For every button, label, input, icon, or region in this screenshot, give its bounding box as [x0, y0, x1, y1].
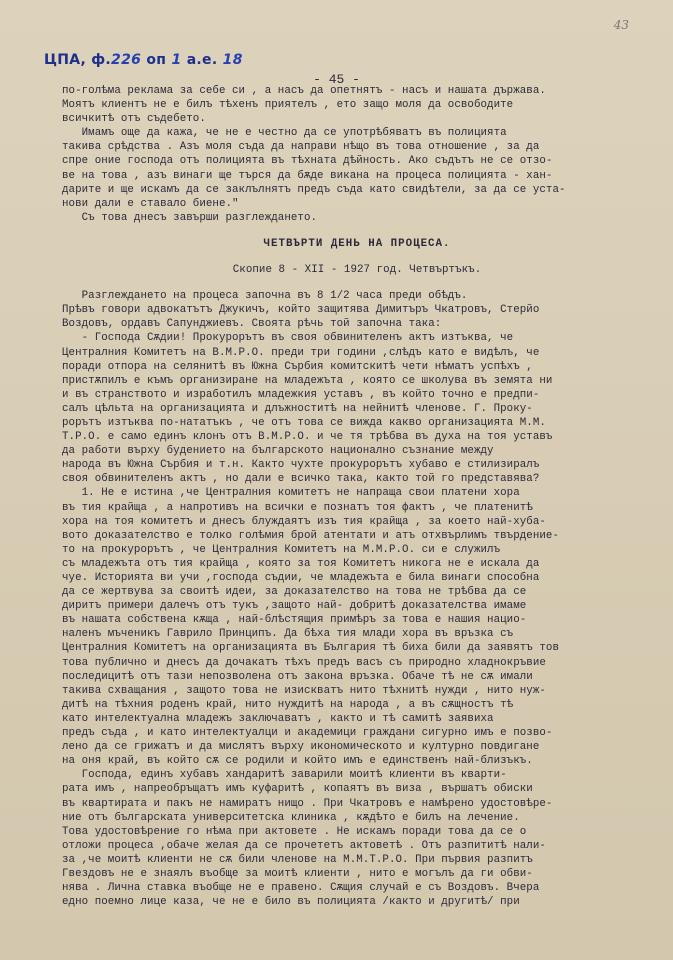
text-line: своя обвинителенъ актъ , но дали е всичко така, както той го представява?	[62, 473, 540, 486]
text-line: чуе. Историята ви учи ,господа съдии, че младежъта е била винаги способна	[62, 572, 540, 584]
text-line: Това удостовѣрение го нѣма при актовете . Не искамъ поради това да се о	[62, 825, 527, 838]
stamp-mid: оп	[146, 52, 167, 68]
text-line: поради отпора на селянитѣ въ Южна Сърбия комитскитѣ чети нѣматъ успѣхъ ,	[62, 360, 533, 373]
text-line: лено да се грижатъ и да мислятъ върху икономическото и културно повдигане	[62, 741, 540, 754]
text-line: Гвездовъ не е знаялъ въобще за моитѣ клиенти , нито е могълъ да ги обви-	[62, 867, 533, 880]
paragraph-defense-speech	[62, 289, 652, 768]
text-line: ние отъ българската университетска клиника , кѫдѣто е билъ на лечение.	[62, 811, 520, 824]
text-line: Прѣвъ говори адвокатътъ Джукичъ, който защитява Димитъръ Чкатровъ, Стерйо	[62, 304, 540, 317]
text-line: Имамъ още да кажа, че не е честно да се употрѣбяватъ въ полицията	[62, 127, 507, 140]
text-line: хора на тоя комитетъ и днесъ блуждаятъ изъ тия крайща , за което най-хуба-	[62, 515, 546, 528]
document-body	[62, 84, 652, 909]
text-line: и въ странството и изработилъ младежкия уставъ , въ който точно е предпи-	[62, 388, 540, 401]
paragraph-police-methods	[62, 126, 652, 211]
text-line: салъ цѣльта на организацията и длъжноститѣ на нейнитѣ членове. Г. Прoку-	[62, 402, 533, 415]
text-line: съ младежъта отъ тия крайща , която за тоя Комитетъ никога не е искала да	[62, 557, 540, 570]
closing-line: Съ това днесъ завърши разглеждането.	[62, 211, 318, 224]
text-line: рата имъ , напреобръщатъ имъ куфаритѣ , копаятъ въ виза , вършатъ обиски	[62, 783, 533, 796]
text-line: рорътъ изтъква по-нататъкъ , че отъ това се вижда какво организацията М.М.	[62, 416, 546, 429]
stamp-tail: а.е.	[186, 52, 218, 68]
paragraph-closing-speech	[62, 84, 652, 126]
text-line: за ,че моитѣ клиенти не сѫ били членове на М.М.Т.Р.О. При първия разпитъ	[62, 853, 533, 866]
text-line: вото доказателство е толко голѣмия брой атентати и атъ отхвърлимъ твърдение-	[62, 529, 559, 542]
text-line: Т.Р.О. е само единъ клонъ отъ В.М.Р.О. и че тя трѣбва въ духа на тоя уставъ	[62, 431, 553, 444]
text-line: въ нашата собствена кѫща , най-блѣстящия примѣръ за това е нашия нацио-	[62, 614, 527, 627]
text-line: такива схващания , защото това не изискватъ нито тѣхнитѣ нужди , нито нуж-	[62, 684, 546, 697]
text-line: - Господа Сѫдии! Прокурорътъ въ своя обвинителенъ актъ изтъква, че	[62, 332, 514, 345]
paragraph-gentlemen	[62, 768, 652, 909]
text-line: въ квартирата и пакъ не намиратъ нищо . При Чкатровъ е намѣрено удостовѣре-	[62, 797, 553, 810]
text-line: като интелектуална младежъ заключаватъ , както и тѣ самитѣ заявиха	[62, 712, 494, 725]
text-line: да се жертвува за своитѣ идеи, за доказателство на това не трѣбва да се	[62, 586, 527, 599]
text-line: дитѣ на тѣхния роденъ край, нито нуждитѣ на народа , а въ сѫщностъ тѣ	[62, 698, 514, 711]
text-line: Воздовъ, ордавъ Сапунджиевъ. Своята рѣчь той започна така:	[62, 318, 442, 331]
text-line: отложи процеса ,обаче желая да се прочететъ актоветѣ . Отъ разпититѣ нали-	[62, 839, 546, 852]
text-line: такива срѣдства . Азъ моля съда да направи нѣщо въ това отношение , за да	[62, 141, 540, 154]
text-line: последицитѣ отъ тази непозволена отъ закона връзка. Обаче тѣ не сѫ имали	[62, 670, 533, 683]
text-line: всичкитѣ отъ съдебето.	[62, 113, 206, 126]
text-line: Централния Комитетъ на организацията въ България тѣ биха били да заявятъ тов	[62, 642, 559, 655]
text-line: народа въ Южна Сърбия и т.н. Както чухте прокурорътъ хубаво е стилизиралъ	[62, 459, 540, 472]
text-line: пристѫпилъ е къмъ организиране на младежъта , която се школува въ земята ни	[62, 374, 553, 387]
folio-number: 43	[613, 18, 629, 32]
text-line: едно поемно лице каза, че не е било въ полицията /както и другитѣ/ при	[62, 896, 520, 909]
text-line: то на прокурорътъ , че Централния Комитетъ на М.М.Р.О. си е служилъ	[62, 543, 501, 556]
text-line: Разглеждането на процеса започна въ 8 1/2 часа преди обѣдъ.	[62, 290, 468, 303]
text-line: нява . Лична ставка въобще не е правено. Сѫщия случай е съ Воздовъ. Вчера	[62, 882, 540, 895]
archive-stamp	[44, 52, 243, 68]
text-line: въ тия крайща , а напротивъ на всички е познатъ тоя фактъ , че платенитѣ	[62, 501, 533, 514]
stamp-prefix: ЦПА, ф.	[44, 52, 112, 68]
stamp-opis: 1	[171, 52, 182, 68]
text-line: дарите и ще искамъ да се заклълнятъ предъ съда като свидѣтели, за да се уста-	[62, 183, 566, 196]
text-line: това публично и днесъ да дочакатъ тѣхъ предъ васъ съ природно хладнокръвие	[62, 656, 546, 669]
dateline: Скопие 8 - ХII - 1927 год. Четвъртъкъ.	[232, 264, 482, 277]
text-line: нови дали е ставало биене."	[62, 197, 239, 210]
page-number: - 45 -	[313, 72, 360, 87]
text-line: наленъ мъченикъ Гаврило Принципъ. Да бѣха тия млади хора въ връзка съ	[62, 628, 514, 641]
text-line: ве на това , азъ винаги ще търся да бѫде викана на процеса полицията - хан-	[62, 169, 553, 182]
text-line: Централния Комитетъ на В.М.Р.О. преди три години ,слѣдъ като е видѣлъ, че	[62, 346, 540, 359]
text-line: диритъ примери далечъ отъ тукъ ,защото най- добритѣ доказателства имаме	[62, 600, 527, 613]
text-line: по-голѣма реклама за себе си , а насъ да опетнятъ - насъ и нашата държава.	[62, 85, 546, 97]
section-heading: ЧЕТВЪРТИ ДЕНЬ НА ПРОЦЕСА.	[263, 237, 451, 250]
text-line: Моятъ клиентъ не е билъ тѣхенъ приятелъ , ето защо моля да освободите	[62, 99, 514, 112]
text-line: на оня край, въ който сѫ се родили и който имъ е единственъ най-близъкъ.	[62, 755, 533, 768]
text-line: спре оние господа отъ полицията въ тѣхната дѣйность. Ако съдътъ не се отзо-	[62, 155, 553, 168]
text-line: 1. Не е истина ,че Централния комитетъ не напраща свои платени хора	[62, 487, 520, 500]
text-line: предъ съда , и като интелектуалци и академици граждани сигурно имъ е позво-	[62, 727, 553, 740]
text-line: Господа, единъ хубавъ хандаритѣ заварили моитѣ клиенти въ кварти-	[62, 769, 507, 782]
text-line: да работи върху будението на българското национално съзнание между	[62, 445, 494, 458]
stamp-unit: 18	[222, 52, 243, 68]
stamp-fond: 226	[111, 52, 142, 68]
